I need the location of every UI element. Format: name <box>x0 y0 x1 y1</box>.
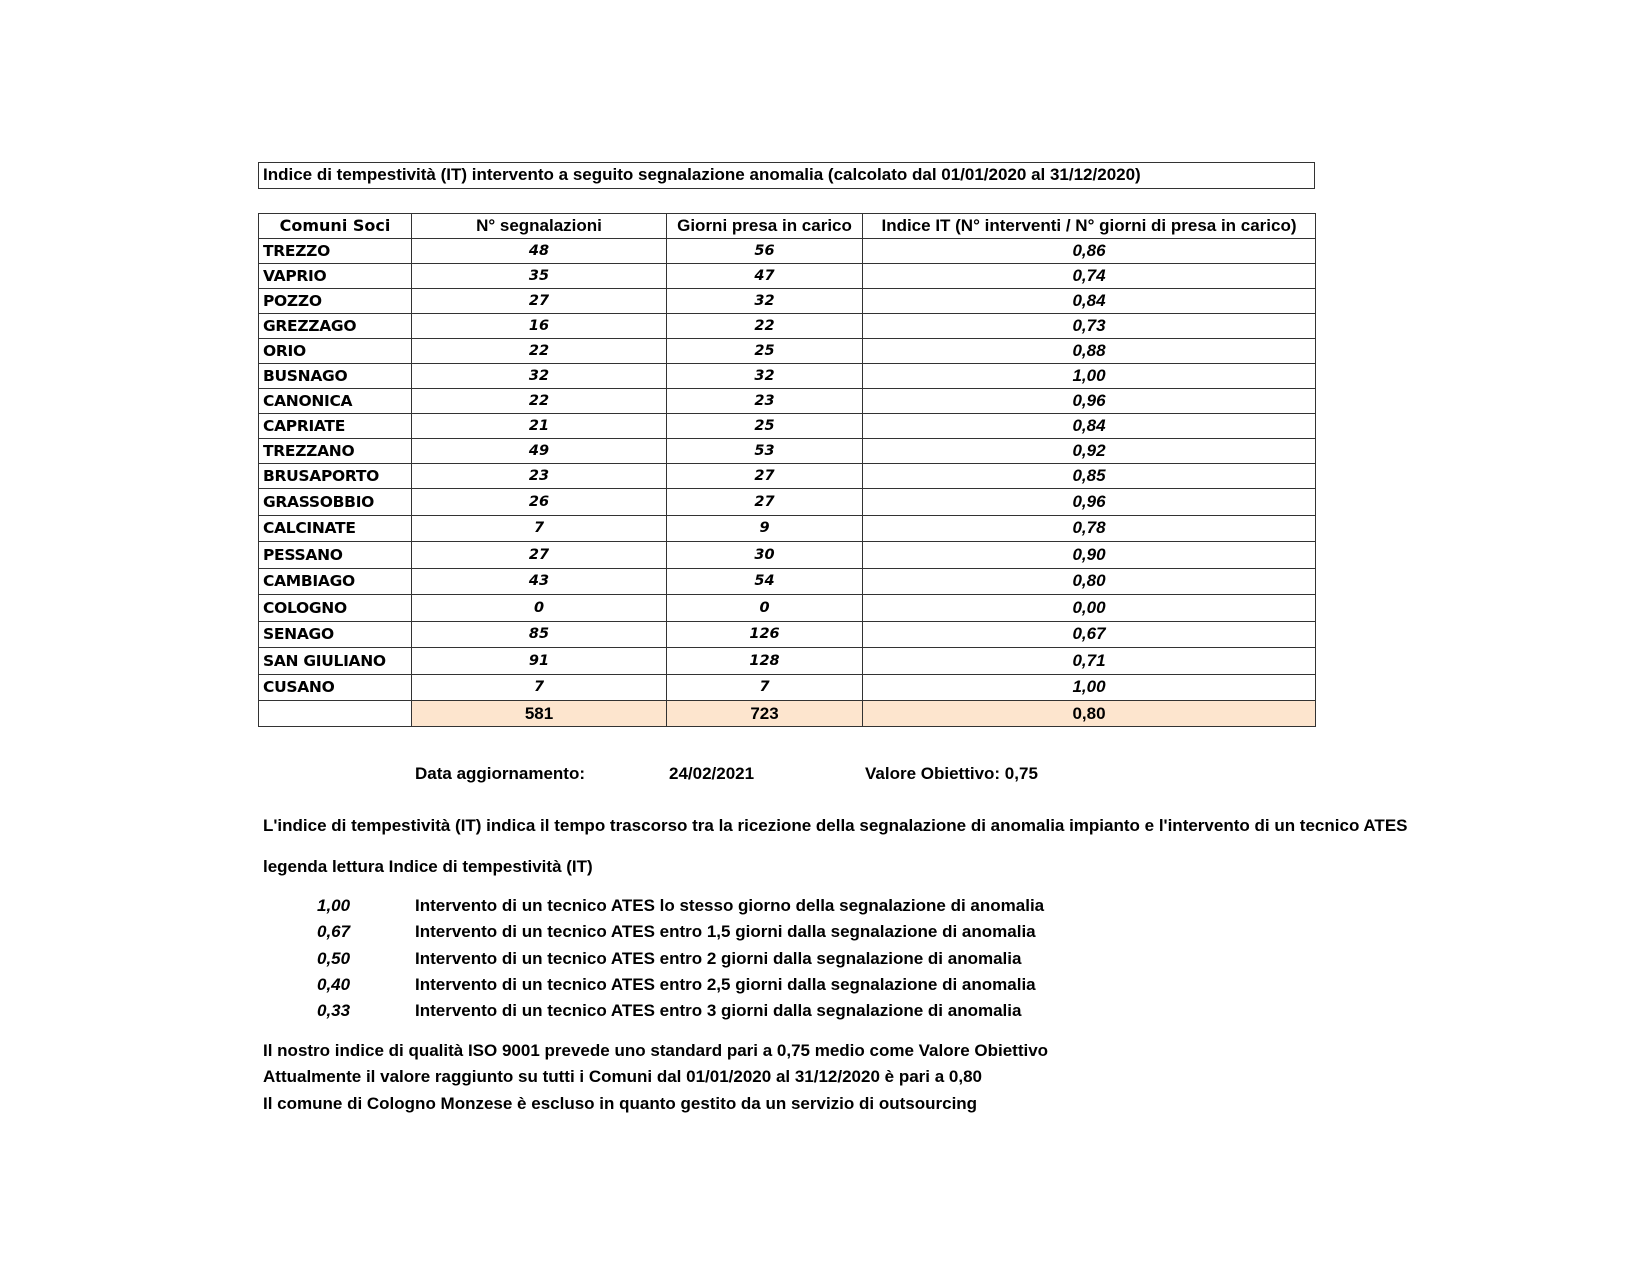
cell-segnalazioni: 22 <box>412 339 667 364</box>
cell-giorni: 25 <box>667 414 863 439</box>
cell-giorni: 56 <box>667 239 863 264</box>
cell-indice: 0,84 <box>863 414 1316 439</box>
cell-comune: BRUSAPORTO <box>259 464 412 489</box>
total-label <box>259 701 412 727</box>
cell-segnalazioni: 49 <box>412 439 667 464</box>
cell-comune: SAN GIULIANO <box>259 648 412 675</box>
table-row <box>259 542 1316 569</box>
legend-value: 0,67 <box>317 922 351 941</box>
cell-indice: 0,80 <box>863 568 1316 595</box>
cell-comune: GREZZAGO <box>259 314 412 339</box>
update-date: 24/02/2021 <box>669 764 755 783</box>
cell-giorni: 22 <box>667 314 863 339</box>
table-row <box>259 439 1316 464</box>
cell-giorni: 27 <box>667 464 863 489</box>
cell-segnalazioni: 26 <box>412 489 667 516</box>
cell-segnalazioni: 21 <box>412 414 667 439</box>
note-iso: Il nostro indice di qualità ISO 9001 prevede uno standard pari a 0,75 medio come Valore Obiettivo <box>263 1041 1049 1060</box>
cell-indice: 0,84 <box>863 289 1316 314</box>
cell-indice: 0,71 <box>863 648 1316 675</box>
cell-indice: 0,92 <box>863 439 1316 464</box>
cell-indice: 0,86 <box>863 239 1316 264</box>
legend-value: 0,50 <box>317 949 351 968</box>
table-row <box>259 339 1316 364</box>
cell-comune: CAPRIATE <box>259 414 412 439</box>
table-row <box>259 568 1316 595</box>
note-cologno: Il comune di Cologno Monzese è escluso in quanto gestito da un servizio di outsourcing <box>263 1094 978 1113</box>
table-row <box>259 314 1316 339</box>
table-row <box>259 389 1316 414</box>
cell-giorni: 32 <box>667 364 863 389</box>
cell-segnalazioni: 22 <box>412 389 667 414</box>
cell-comune: COLOGNO <box>259 595 412 622</box>
cell-indice: 0,96 <box>863 389 1316 414</box>
cell-giorni: 47 <box>667 264 863 289</box>
cell-giorni: 7 <box>667 674 863 701</box>
cell-indice: 0,90 <box>863 542 1316 569</box>
cell-giorni: 27 <box>667 489 863 516</box>
header-indice: Indice IT (N° interventi / N° giorni di presa in carico) <box>863 214 1316 239</box>
cell-segnalazioni: 27 <box>412 542 667 569</box>
cell-comune: ORIO <box>259 339 412 364</box>
index-table <box>258 213 1316 727</box>
cell-segnalazioni: 7 <box>412 674 667 701</box>
cell-comune: BUSNAGO <box>259 364 412 389</box>
table-row <box>259 489 1316 516</box>
legend-value: 1,00 <box>317 896 351 915</box>
cell-segnalazioni: 85 <box>412 621 667 648</box>
table-row <box>259 289 1316 314</box>
cell-giorni: 54 <box>667 568 863 595</box>
legend-text: Intervento di un tecnico ATES entro 1,5 giorni dalla segnalazione di anomalia <box>415 922 1036 941</box>
document-title: Indice di tempestività (IT) intervento a seguito segnalazione anomalia (calcolato dal 01/01/2020 al 31/12/2020) <box>258 162 1315 189</box>
cell-comune: TREZZO <box>259 239 412 264</box>
cell-indice: 1,00 <box>863 674 1316 701</box>
cell-segnalazioni: 43 <box>412 568 667 595</box>
cell-indice: 0,85 <box>863 464 1316 489</box>
cell-indice: 0,67 <box>863 621 1316 648</box>
cell-giorni: 0 <box>667 595 863 622</box>
cell-giorni: 128 <box>667 648 863 675</box>
legend-text: Intervento di un tecnico ATES lo stesso giorno della segnalazione di anomalia <box>415 896 1045 915</box>
total-indice: 0,80 <box>863 701 1316 727</box>
total-giorni: 723 <box>667 701 863 727</box>
cell-indice: 0,73 <box>863 314 1316 339</box>
legend-value: 0,33 <box>317 1001 351 1020</box>
header-segnalazioni: N° segnalazioni <box>412 214 667 239</box>
cell-comune: POZZO <box>259 289 412 314</box>
table-row <box>259 239 1316 264</box>
table-row <box>259 595 1316 622</box>
total-row <box>259 701 1316 727</box>
table-row <box>259 648 1316 675</box>
cell-comune: GRASSOBBIO <box>259 489 412 516</box>
cell-comune: CANONICA <box>259 389 412 414</box>
cell-giorni: 53 <box>667 439 863 464</box>
table-row <box>259 414 1316 439</box>
table-row <box>259 621 1316 648</box>
cell-giorni: 23 <box>667 389 863 414</box>
legend-value: 0,40 <box>317 975 351 994</box>
cell-comune: VAPRIO <box>259 264 412 289</box>
cell-giorni: 25 <box>667 339 863 364</box>
cell-segnalazioni: 7 <box>412 515 667 542</box>
table-row <box>259 464 1316 489</box>
cell-indice: 1,00 <box>863 364 1316 389</box>
table-row <box>259 364 1316 389</box>
legend-text: Intervento di un tecnico ATES entro 2,5 giorni dalla segnalazione di anomalia <box>415 975 1036 994</box>
cell-comune: CAMBIAGO <box>259 568 412 595</box>
header-comuni: Comuni Soci <box>259 214 412 239</box>
cell-segnalazioni: 35 <box>412 264 667 289</box>
target-value: Valore Obiettivo: 0,75 <box>865 764 1038 783</box>
note-current-value: Attualmente il valore raggiunto su tutti i Comuni dal 01/01/2020 al 31/12/2020 è pari a 0,80 <box>263 1067 982 1086</box>
cell-indice: 0,78 <box>863 515 1316 542</box>
legend-text: Intervento di un tecnico ATES entro 3 giorni dalla segnalazione di anomalia <box>415 1001 1022 1020</box>
legend-title: legenda lettura Indice di tempestività (IT) <box>263 857 593 876</box>
cell-comune: CUSANO <box>259 674 412 701</box>
cell-indice: 0,00 <box>863 595 1316 622</box>
cell-segnalazioni: 48 <box>412 239 667 264</box>
cell-segnalazioni: 23 <box>412 464 667 489</box>
cell-segnalazioni: 16 <box>412 314 667 339</box>
cell-giorni: 30 <box>667 542 863 569</box>
cell-segnalazioni: 27 <box>412 289 667 314</box>
header-giorni: Giorni presa in carico <box>667 214 863 239</box>
cell-indice: 0,88 <box>863 339 1316 364</box>
table-row <box>259 674 1316 701</box>
total-segnalazioni: 581 <box>412 701 667 727</box>
cell-indice: 0,96 <box>863 489 1316 516</box>
table-row <box>259 264 1316 289</box>
cell-giorni: 9 <box>667 515 863 542</box>
cell-comune: CALCINATE <box>259 515 412 542</box>
table-row <box>259 515 1316 542</box>
legend-text: Intervento di un tecnico ATES entro 2 giorni dalla segnalazione di anomalia <box>415 949 1022 968</box>
cell-comune: SENAGO <box>259 621 412 648</box>
cell-segnalazioni: 0 <box>412 595 667 622</box>
update-label: Data aggiornamento: <box>415 764 586 783</box>
description: L'indice di tempestività (IT) indica il tempo trascorso tra la ricezione della segnalazione di anomalia impianto e l'intervento di un tecnico ATES <box>263 816 1408 835</box>
cell-comune: PESSANO <box>259 542 412 569</box>
table-header-row <box>259 214 1316 239</box>
cell-segnalazioni: 32 <box>412 364 667 389</box>
table-body <box>259 239 1316 727</box>
cell-indice: 0,74 <box>863 264 1316 289</box>
cell-giorni: 126 <box>667 621 863 648</box>
cell-giorni: 32 <box>667 289 863 314</box>
cell-segnalazioni: 91 <box>412 648 667 675</box>
cell-comune: TREZZANO <box>259 439 412 464</box>
